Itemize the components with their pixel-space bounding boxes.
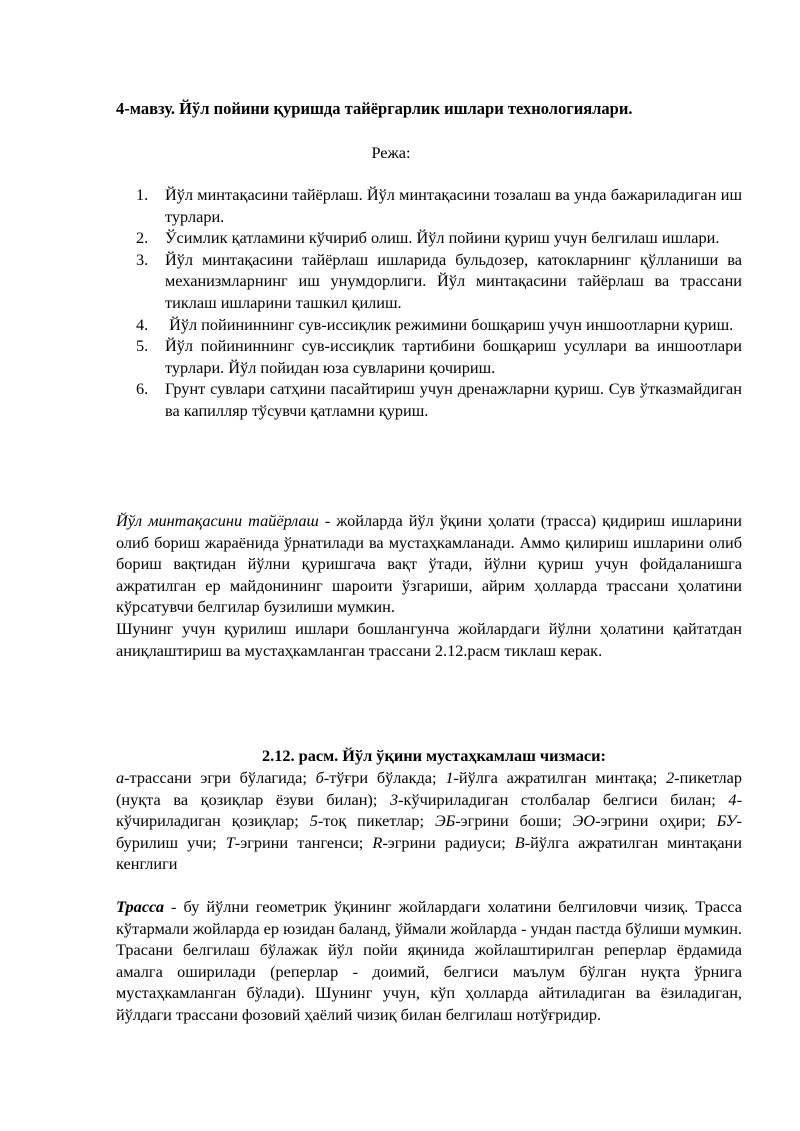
- topic-title: 4-мавзу. Йўл пойини қуришда тайёргарлик ишлари технологиялари.: [116, 99, 633, 118]
- legend-desc: -трассани эгри бўлагида;: [124, 768, 316, 787]
- plan-item: [132, 184, 742, 227]
- figure-title: [116, 745, 742, 767]
- legend-key: б: [315, 768, 324, 787]
- plan-item-text: Йўл минтақасини тайёрлаш ишларида бульдозер, катокларнинг қўлланиши ва механизмларнинг иш унумдорлиги. Йўл минтақасини тайёрлаш ва трассани тиклаш ишларини ташкил қилиш.: [165, 249, 742, 312]
- plan-item: [132, 249, 742, 314]
- legend-desc: -пикетлар (нуқта ва қозиқлар ёзуви билан);: [116, 768, 743, 809]
- legend-desc: -тоқ пикетлар;: [317, 811, 435, 831]
- legend-key: 1: [445, 768, 454, 787]
- legend-desc: -тўғри бўлакда;: [323, 768, 446, 787]
- body-paragraphs: [116, 510, 742, 661]
- legend-desc: -эгрини оҳири;: [595, 811, 717, 831]
- plan-item-text: Ўсимлик қатламини кўчириб олиш. Йўл пойини қуриш учун белгилаш ишлари.: [165, 228, 720, 248]
- plan-heading-text: Режа:: [371, 143, 411, 162]
- legend-key: 3: [389, 789, 399, 809]
- plan-heading: [0, 142, 800, 164]
- plan-item-number: 4.: [136, 314, 149, 334]
- paragraph-road-zone-text: - жойларда йўл ўқини ҳолати (трасса) қидириш ишларини олиб бориш жараёнида ўрнатилади ва мустаҳкамланади. Аммо қилириш ишларини олиб бориш вақтидан йўлни қуришгача вақт ўтади, йўлни қуриш учун фойдаланишга ажратилган ер майдонининг шароити ўзгариши, айрим ҳолларда трассани ҳолатини кўрсатувчи белгилар бузилиши мумкин.: [116, 511, 742, 617]
- plan-item-text: Йўл пойининнинг сув-иссиқлик режимини бошқариш учун иншоотларни қуриш.: [165, 314, 734, 334]
- plan-item-text: Йўл пойининнинг сув-иссиқлик тартибини бошқариш усуллари ва иншоотлари турлари. Йўл пойидан юза сувларини қочириш.: [165, 336, 742, 377]
- paragraph-trassa-text: - бу йўлни геометрик ўқининг жойлардаги холатини белгиловчи чизиқ. Трасса кўтармали жойларда ер юзидан баланд, ўймали жойларда - ундан пастда бўлиши мумкин. Трасани белгилаш бўлажак йўл пойи яқинида жойлаштирилган реперлар ёрдамида амалга оширилади (реперлар - доимий, белгиси маълум бўлган нуқта ўрнига мустаҳкамланган бўлади). Шунинг учун, кўп ҳолларда айтиладиган ва ёзиладиган, йўлдаги трассани фозовий ҳаёлий чизиқ билан белгилаш нотўғридир.: [116, 897, 742, 1024]
- plan-item-number: 6.: [136, 379, 149, 399]
- legend-desc: -кўчириладиган қозиқлар;: [116, 789, 742, 831]
- legend-key: ЭБ: [434, 811, 456, 831]
- figure-title-text: 2.12. расм. Йўл ўқини мустаҳкамлаш чизмаси:: [262, 746, 606, 765]
- figure-legend: [116, 767, 742, 875]
- legend-desc: -кўчириладиган столбалар белгиси билан;: [398, 789, 729, 809]
- paragraph-restore: Шунинг учун қурилиш ишлари бошлангунча жойлардаги йўлни ҳолатини қайтатдан аниқлаштириш ва мустаҳкамланган трассани 2.12.расм тиклаш керак.: [116, 618, 742, 660]
- term-trassa: Трасса: [116, 897, 164, 916]
- plan-item: [132, 378, 742, 421]
- legend-key: В: [514, 832, 525, 852]
- legend-key: 5: [309, 811, 318, 831]
- legend-key: Т: [225, 832, 235, 852]
- legend-key: 4: [728, 789, 737, 809]
- legend-key: БУ: [716, 811, 737, 831]
- legend-desc: -йўлга ажратилган минтақа;: [453, 768, 667, 787]
- trassa-definition: [116, 896, 742, 1026]
- legend-key: 2: [666, 768, 675, 787]
- plan-item-number: 3.: [136, 249, 149, 269]
- plan-item-number: 5.: [136, 336, 149, 356]
- legend-desc: -йўлга ажратилган минтақани кенглиги: [116, 832, 742, 874]
- legend-key: R: [372, 832, 383, 852]
- legend-key: ЭО: [572, 811, 596, 831]
- legend-desc: -эгрини тангенси;: [234, 832, 373, 852]
- paragraph-trassa: [116, 896, 742, 1026]
- legend-text: [116, 767, 742, 875]
- plan-item: [132, 227, 742, 249]
- legend-desc: -эгрини радиуси;: [382, 832, 515, 852]
- legend-desc: -эгрини боши;: [455, 811, 573, 831]
- paragraph-road-zone: [116, 510, 742, 618]
- plan-item-number: 2.: [136, 228, 149, 248]
- plan-item-text: Грунт сувлари сатҳини пасайтириш учун дренажларни қуриш. Сув ўтказмайдиган ва капилляр тўсувчи қатламни қуриш.: [165, 379, 742, 420]
- plan-item: [132, 314, 742, 336]
- plan-item-number: 1.: [136, 185, 149, 204]
- plan-list: [132, 184, 742, 422]
- legend-desc: -бурилиш учи;: [116, 811, 742, 852]
- term-road-zone: Йўл минтақасини тайёрлаш: [116, 511, 319, 530]
- legend-key: а: [116, 768, 125, 787]
- plan-item-text: Йўл минтақасини тайёрлаш. Йўл минтақасини тозалаш ва унда бажариладиган иш турлари.: [165, 185, 742, 226]
- plan-item: [132, 335, 742, 378]
